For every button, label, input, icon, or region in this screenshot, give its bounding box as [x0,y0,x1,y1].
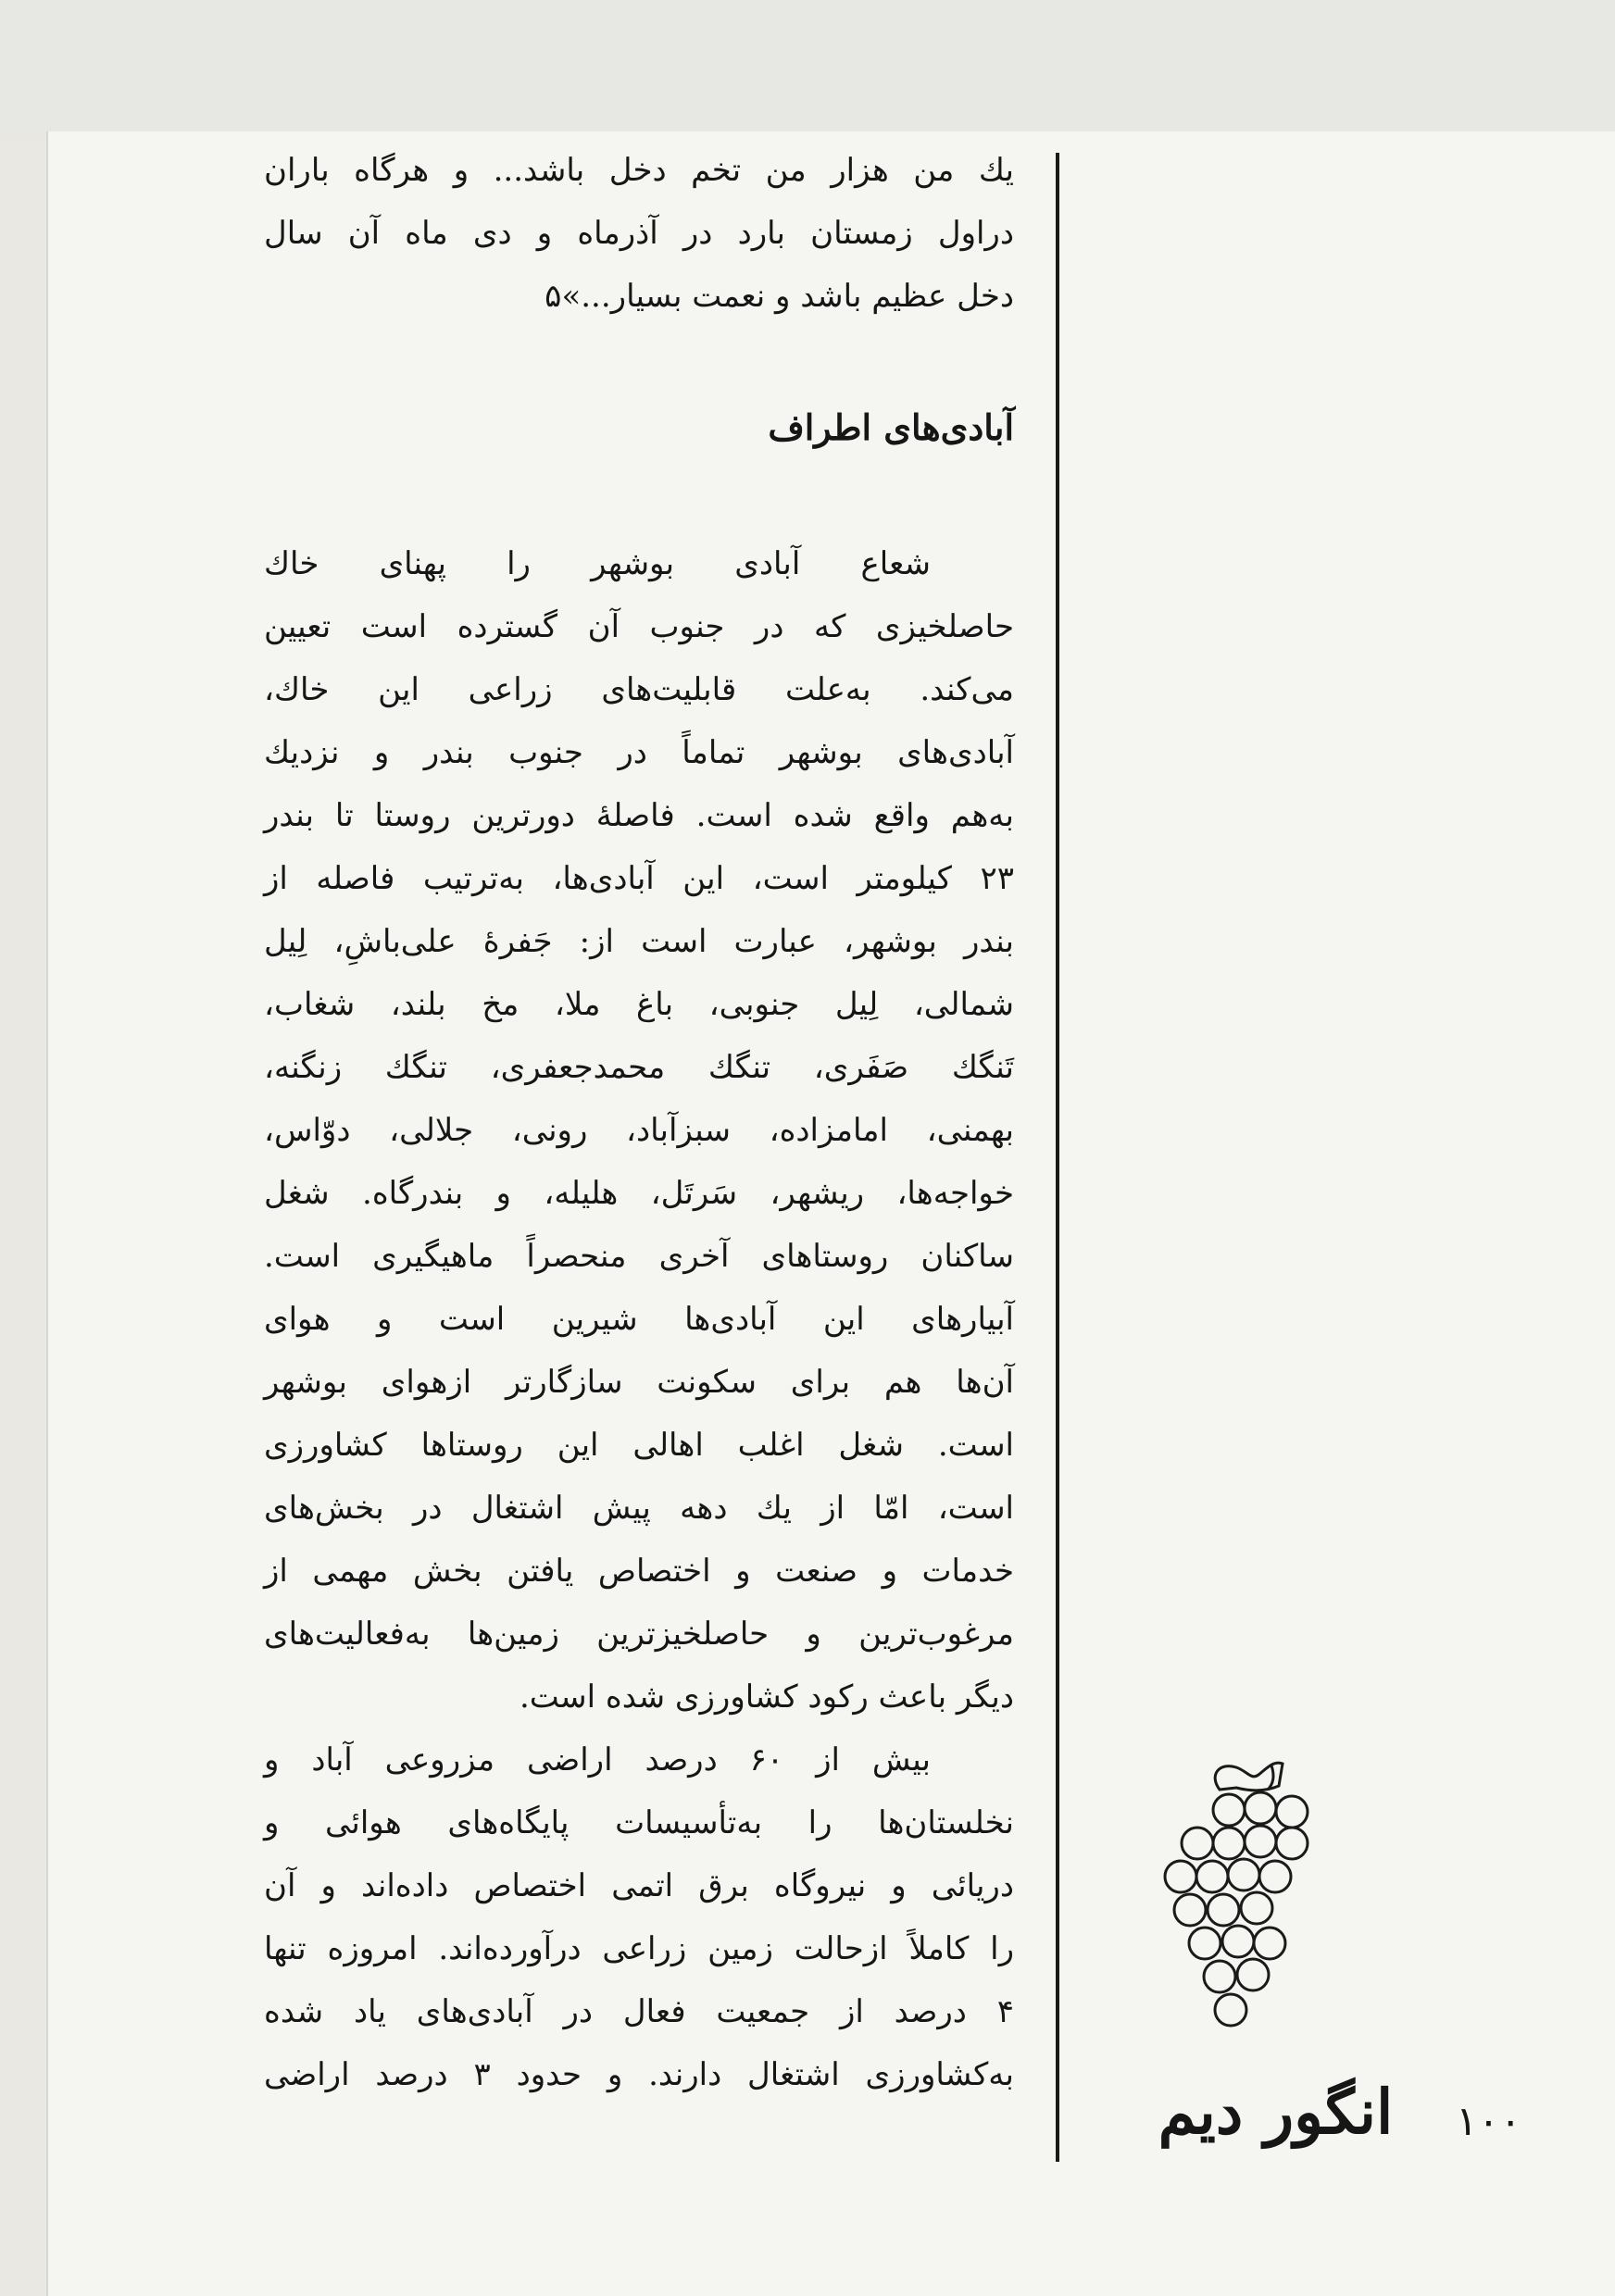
body-line: می‌کند. به‌علت قابلیت‌های زراعی این خاك، [264,671,1014,708]
vertical-divider [1056,153,1059,2162]
body-line: خدمات و صنعت و اختصاص یافتن بخش مهمی از [264,1553,1014,1590]
body-line: دریائی و نیروگاه برق اتمی اختصاص داده‌اند و آن [264,1867,1014,1904]
body-line: بهمنی، امامزاده، سبزآباد، رونی، جلالی، دوّاس، [264,1112,1014,1149]
body-line: دیگر باعث رکود کشاورزی شده است. [519,1678,1014,1716]
body-line: شمالی، لِیل جنوبی، باغ ملا، مخ بلند، شغاب، [264,986,1014,1023]
body-line: ساکنان روستاهای آخری منحصراً ماهیگیری است. [264,1238,1014,1275]
body-line: آبادی‌های بوشهر تماماً در جنوب بندر و نزدیك [264,734,1014,771]
body-line: نخلستان‌ها را به‌تأسیسات پایگاه‌های هوائی و [264,1804,1014,1841]
body-line: حاصلخیزی که در جنوب آن گسترده است تعیین [264,608,1014,645]
body-line: خواجه‌ها، ریشهر، سَرتَل، هلیله، و بندرگاه. شغل [264,1175,1014,1212]
grape-cluster-icon [1162,1754,1329,2060]
book-title: انگور دیم [1158,2076,1394,2148]
intro-block [264,139,1014,328]
body-line: بیش از ۶۰ درصد اراضی مزروعی آباد و [264,1741,931,1778]
body-line: به‌هم واقع شده است. فاصلهٔ دورترین روستا تا بندر [264,797,1014,834]
intro-line: دراول زمستان بارد در آذرماه و دی ماه آن سال [264,215,1014,252]
body-line: تَنگك صَفَری، تنگك محمدجعفری، تنگك زنگنه، [264,1049,1014,1086]
body-line: مرغوب‌ترین و حاصلخیزترین زمین‌ها به‌فعالیت‌های [264,1616,1014,1653]
section-body [264,532,1014,2106]
body-line: آن‌ها هم برای سکونت سازگارتر ازهوای بوشهر [264,1364,1014,1401]
intro-line: دخل عظیم باشد و نعمت بسیار...»۵ [545,278,1014,315]
page-number: ۱۰۰ [1456,2098,1521,2145]
scan-top-strip [0,0,1615,139]
body-line: به‌کشاورزی اشتغال دارند. و حدود ۳ درصد اراضی [264,2056,1014,2093]
section-heading: آبادی‌های اطراف [768,406,1014,448]
intro-line: یك من هزار من تخم دخل باشد... و هرگاه باران [264,152,1014,189]
body-line: ۲۳ کیلومتر است، این آبادی‌ها، به‌ترتیب فاصله از [264,860,1014,897]
body-line: است، امّا از یك دهه پیش اشتغال در بخش‌های [264,1490,1014,1527]
body-line: شعاع آبادی بوشهر را پهنای خاك [264,545,931,582]
body-line: را کاملاً ازحالت زمین زراعی درآورده‌اند. امروزه تنها [264,1930,1014,1967]
body-line: ۴ درصد از جمعیت فعال در آبادی‌های یاد شده [264,1993,1014,2030]
body-line: بندر بوشهر، عبارت است از: جَفرهٔ علی‌باشِ، لِیل [264,923,1014,960]
body-line: آبیارهای این آبادی‌ها شیرین است و هوای [264,1301,1014,1338]
body-line: است. شغل اغلب اهالی این روستاها کشاورزی [264,1427,1014,1464]
